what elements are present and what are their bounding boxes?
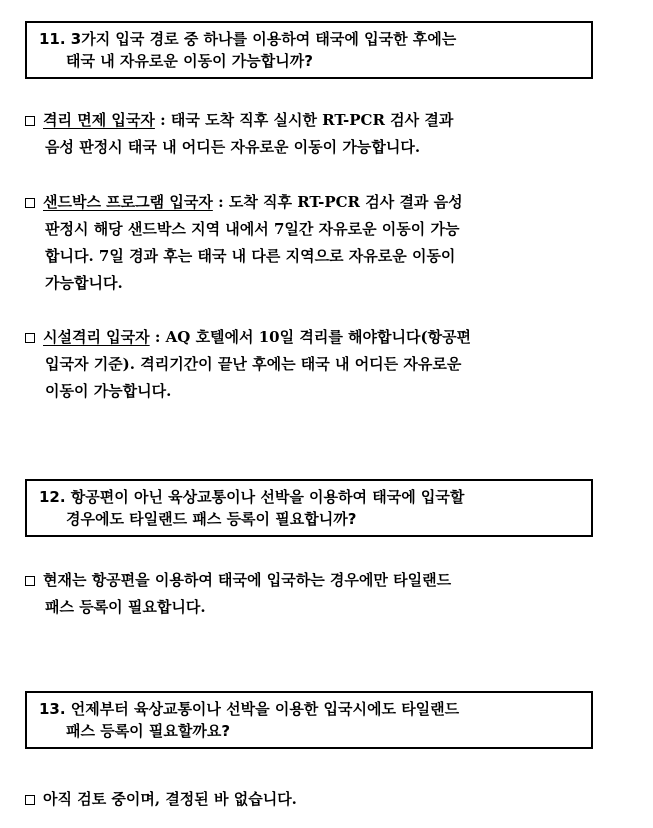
answer-13: [25, 786, 605, 813]
checkbox-icon: [25, 116, 35, 126]
answer-line: 가능합니다.: [45, 274, 123, 292]
checkbox-icon: [25, 198, 35, 208]
answer-line: 패스 등록이 필요합니다.: [45, 598, 206, 616]
answer-line: 입국자 기준). 격리기간이 끝난 후에는 태국 내 어디든 자유로운: [45, 355, 462, 373]
answer-text: : AQ 호텔에서 10일 격리를 해야합니다(항공편: [149, 328, 472, 346]
question-11-line2: 태국 내 자유로운 이동이 가능합니까?: [66, 52, 313, 70]
checkbox-icon: [25, 795, 35, 805]
answer-text: : 도착 직후 RT-PCR 검사 결과 음성: [212, 193, 463, 211]
question-box-12: [25, 479, 593, 537]
answer-line: 판정시 해당 샌드박스 지역 내에서 7일간 자유로운 이동이 가능: [45, 220, 460, 238]
answer-line: 합니다. 7일 경과 후는 태국 내 다른 지역으로 자유로운 이동이: [45, 247, 456, 265]
question-12-line2: 경우에도 타일랜드 패스 등록이 필요합니까?: [66, 510, 357, 528]
question-box-13: [25, 691, 593, 749]
answer-line: [25, 567, 605, 594]
answer-line: [25, 189, 605, 216]
answer-12: [25, 567, 605, 621]
question-box-11: [25, 21, 593, 79]
answer-term: 격리 면제 입국자: [43, 111, 155, 129]
answer-line: [25, 324, 605, 351]
checkbox-icon: [25, 576, 35, 586]
answer-11-facility: [25, 324, 605, 405]
answer-text: 현재는 항공편을 이용하여 태국에 입국하는 경우에만 타일랜드: [43, 571, 452, 589]
answer-11-exempt: [25, 107, 605, 161]
question-11-line1: 11. 3가지 입국 경로 중 하나를 이용하여 태국에 입국한 후에는: [39, 30, 457, 48]
answer-line: 음성 판정시 태국 내 어디든 자유로운 이동이 가능합니다.: [45, 138, 421, 156]
question-13-line2: 패스 등록이 필요할까요?: [66, 722, 231, 740]
question-12-line1: 12. 항공편이 아닌 육상교통이나 선박을 이용하여 태국에 입국할: [39, 488, 465, 506]
answer-text: : 태국 도착 직후 실시한 RT-PCR 검사 결과: [154, 111, 454, 129]
checkbox-icon: [25, 333, 35, 343]
question-13-line1: 13. 언제부터 육상교통이나 선박을 이용한 입국시에도 타일랜드: [39, 700, 460, 718]
answer-line: 이동이 가능합니다.: [45, 382, 172, 400]
answer-line: [25, 107, 605, 134]
answer-11-sandbox: [25, 189, 605, 297]
answer-text: 아직 검토 중이며, 결정된 바 없습니다.: [43, 790, 297, 808]
answer-term: 샌드박스 프로그램 입국자: [43, 193, 213, 211]
answer-line: [25, 786, 605, 813]
answer-term: 시설격리 입국자: [43, 328, 150, 346]
